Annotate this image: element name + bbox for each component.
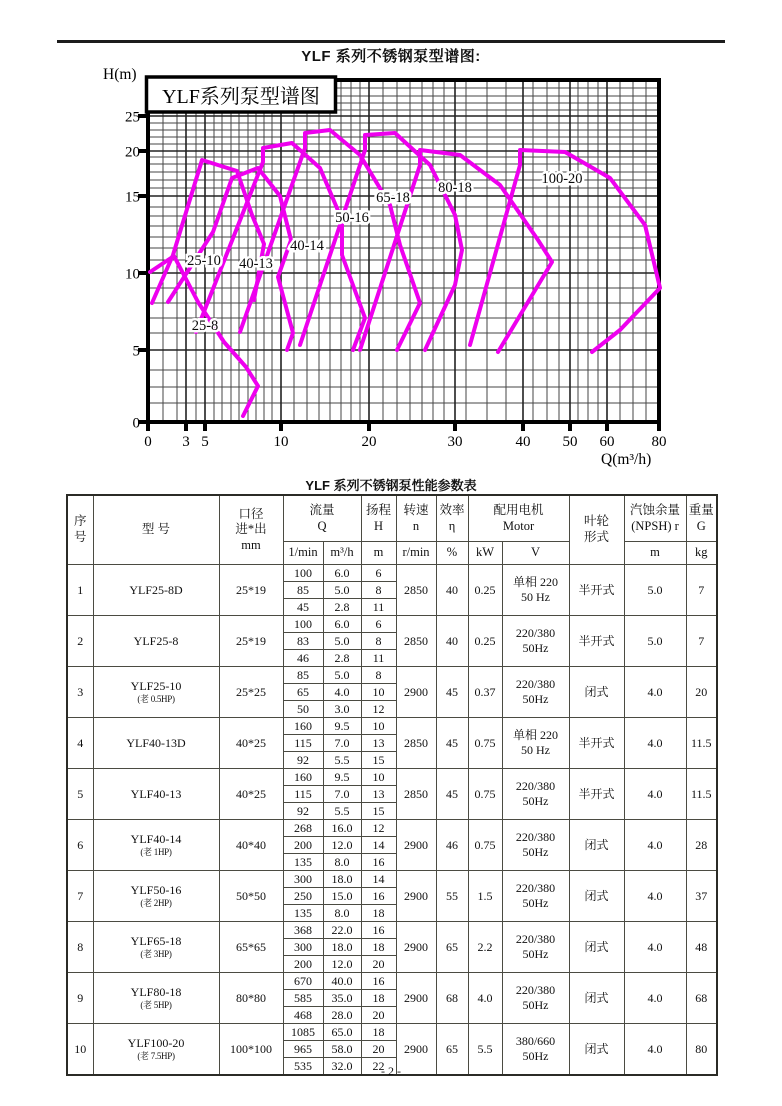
cell-flow-lmin: 300 xyxy=(283,871,323,888)
cell-flow-lmin: 65 xyxy=(283,684,323,701)
cell-weight: 80 xyxy=(686,1024,717,1076)
table-title: YLF 系列不锈钢泵性能参数表 xyxy=(305,478,477,493)
unit-weight: kg xyxy=(686,542,717,565)
cell-head: 20 xyxy=(361,1007,396,1024)
cell-flow-m3h: 22.0 xyxy=(323,922,361,939)
cell-flow-m3h: 9.5 xyxy=(323,769,361,786)
cell-flow-m3h: 16.0 xyxy=(323,820,361,837)
cell-model: YLF25-8D xyxy=(93,565,219,616)
curve-label-50-16: 50-16 xyxy=(335,210,369,226)
cell-model: YLF25-8 xyxy=(93,616,219,667)
cell-bore: 65*65 xyxy=(219,922,283,973)
cell-flow-m3h: 12.0 xyxy=(323,956,361,973)
cell-bore: 25*25 xyxy=(219,667,283,718)
cell-flow-lmin: 965 xyxy=(283,1041,323,1058)
x-tick-label: 80 xyxy=(651,434,667,450)
cell-head: 16 xyxy=(361,888,396,905)
cell-impeller: 半开式 xyxy=(569,769,624,820)
col-header-model: 型 号 xyxy=(93,495,219,565)
cell-flow-lmin: 92 xyxy=(283,752,323,769)
cell-volt: 220/380 50Hz xyxy=(502,820,569,871)
cell-eff: 65 xyxy=(436,922,468,973)
cell-flow-m3h: 35.0 xyxy=(323,990,361,1007)
cell-speed: 2850 xyxy=(396,718,436,769)
cell-model: YLF80-18 (老 5HP) xyxy=(93,973,219,1024)
cell-head: 13 xyxy=(361,735,396,752)
cell-flow-m3h: 65.0 xyxy=(323,1024,361,1041)
unit-motor-kw: kW xyxy=(468,542,502,565)
curve-label-80-18: 80-18 xyxy=(438,180,472,196)
cell-flow-lmin: 45 xyxy=(283,599,323,616)
table-row xyxy=(67,718,717,735)
cell-volt: 380/660 50Hz xyxy=(502,1024,569,1076)
col-header-motor: 配用电机 Motor xyxy=(468,495,569,542)
cell-flow-m3h: 8.0 xyxy=(323,854,361,871)
cell-no: 4 xyxy=(67,718,93,769)
cell-model: YLF100-20 (老 7.5HP) xyxy=(93,1024,219,1076)
chart-legend-box xyxy=(147,77,336,112)
x-tick-label: 0 xyxy=(144,434,152,450)
cell-head: 15 xyxy=(361,752,396,769)
cell-flow-m3h: 32.0 xyxy=(323,1058,361,1076)
col-header-head: 扬程 H xyxy=(361,495,396,542)
cell-no: 9 xyxy=(67,973,93,1024)
cell-flow-m3h: 28.0 xyxy=(323,1007,361,1024)
cell-volt: 220/380 50Hz xyxy=(502,922,569,973)
y-tick-label: 15 xyxy=(125,189,140,206)
cell-head: 14 xyxy=(361,871,396,888)
table-row xyxy=(67,616,717,633)
cell-weight: 11.5 xyxy=(686,769,717,820)
cell-head: 8 xyxy=(361,667,396,684)
cell-model: YLF50-16 (老 2HP) xyxy=(93,871,219,922)
x-tick-label: 3 xyxy=(182,434,190,450)
cell-bore: 25*19 xyxy=(219,616,283,667)
cell-eff: 45 xyxy=(436,769,468,820)
cell-npsh: 4.0 xyxy=(624,769,686,820)
cell-no: 6 xyxy=(67,820,93,871)
unit-npsh: m xyxy=(624,542,686,565)
cell-no: 5 xyxy=(67,769,93,820)
cell-weight: 7 xyxy=(686,565,717,616)
cell-volt: 220/380 50Hz xyxy=(502,667,569,718)
table-row xyxy=(67,769,717,786)
x-tick-label: 10 xyxy=(273,434,289,450)
cell-flow-m3h: 40.0 xyxy=(323,973,361,990)
cell-volt: 单相 220 50 Hz xyxy=(502,565,569,616)
cell-speed: 2900 xyxy=(396,973,436,1024)
cell-impeller: 闭式 xyxy=(569,820,624,871)
unit-speed: r/min xyxy=(396,542,436,565)
cell-npsh: 4.0 xyxy=(624,667,686,718)
cell-volt: 220/380 50Hz xyxy=(502,871,569,922)
table-row xyxy=(67,871,717,888)
cell-flow-lmin: 670 xyxy=(283,973,323,990)
cell-weight: 20 xyxy=(686,667,717,718)
cell-npsh: 4.0 xyxy=(624,973,686,1024)
cell-flow-m3h: 6.0 xyxy=(323,616,361,633)
cell-weight: 48 xyxy=(686,922,717,973)
cell-head: 6 xyxy=(361,616,396,633)
cell-flow-lmin: 250 xyxy=(283,888,323,905)
cell-impeller: 闭式 xyxy=(569,922,624,973)
cell-head: 15 xyxy=(361,803,396,820)
curve-label-25-10: 25-10 xyxy=(187,253,221,269)
cell-eff: 46 xyxy=(436,820,468,871)
cell-flow-m3h: 3.0 xyxy=(323,701,361,718)
cell-kw: 5.5 xyxy=(468,1024,502,1076)
cell-impeller: 半开式 xyxy=(569,616,624,667)
cell-bore: 80*80 xyxy=(219,973,283,1024)
cell-eff: 65 xyxy=(436,1024,468,1076)
cell-flow-m3h: 7.0 xyxy=(323,735,361,752)
cell-kw: 0.75 xyxy=(468,820,502,871)
cell-no: 8 xyxy=(67,922,93,973)
cell-flow-m3h: 5.5 xyxy=(323,803,361,820)
cell-kw: 4.0 xyxy=(468,973,502,1024)
col-header-eff: 效率 η xyxy=(436,495,468,542)
col-header-weight: 重量 G xyxy=(686,495,717,542)
cell-npsh: 4.0 xyxy=(624,871,686,922)
cell-volt: 220/380 50Hz xyxy=(502,616,569,667)
cell-bore: 40*40 xyxy=(219,820,283,871)
cell-head: 16 xyxy=(361,973,396,990)
cell-kw: 1.5 xyxy=(468,871,502,922)
cell-head: 12 xyxy=(361,701,396,718)
y-tick-label: 20 xyxy=(125,144,140,161)
cell-speed: 2900 xyxy=(396,667,436,718)
x-tick-label: 60 xyxy=(599,434,615,450)
cell-bore: 100*100 xyxy=(219,1024,283,1076)
cell-speed: 2850 xyxy=(396,616,436,667)
pump-region-curve-25-8 xyxy=(150,256,258,416)
cell-head: 18 xyxy=(361,990,396,1007)
cell-speed: 2900 xyxy=(396,871,436,922)
cell-model: YLF25-10 (老 0.5HP) xyxy=(93,667,219,718)
cell-flow-m3h: 5.0 xyxy=(323,667,361,684)
cell-flow-m3h: 8.0 xyxy=(323,905,361,922)
cell-head: 10 xyxy=(361,718,396,735)
cell-no: 2 xyxy=(67,616,93,667)
cell-head: 10 xyxy=(361,684,396,701)
page-title: YLF 系列不锈钢泵型谱图: xyxy=(301,48,481,65)
cell-flow-lmin: 135 xyxy=(283,854,323,871)
cell-npsh: 4.0 xyxy=(624,718,686,769)
cell-flow-lmin: 92 xyxy=(283,803,323,820)
unit-head: m xyxy=(361,542,396,565)
table-row xyxy=(67,973,717,990)
table-row xyxy=(67,1024,717,1041)
cell-flow-lmin: 115 xyxy=(283,735,323,752)
cell-flow-lmin: 468 xyxy=(283,1007,323,1024)
cell-head: 18 xyxy=(361,905,396,922)
cell-head: 6 xyxy=(361,565,396,582)
cell-flow-m3h: 12.0 xyxy=(323,837,361,854)
cell-volt: 单相 220 50 Hz xyxy=(502,718,569,769)
cell-eff: 45 xyxy=(436,718,468,769)
cell-head: 16 xyxy=(361,854,396,871)
cell-head: 8 xyxy=(361,633,396,650)
cell-flow-m3h: 5.0 xyxy=(323,633,361,650)
cell-flow-lmin: 100 xyxy=(283,565,323,582)
cell-speed: 2900 xyxy=(396,820,436,871)
cell-impeller: 半开式 xyxy=(569,718,624,769)
cell-bore: 40*25 xyxy=(219,769,283,820)
cell-flow-lmin: 83 xyxy=(283,633,323,650)
cell-flow-lmin: 46 xyxy=(283,650,323,667)
cell-flow-lmin: 585 xyxy=(283,990,323,1007)
cell-speed: 2900 xyxy=(396,922,436,973)
cell-eff: 40 xyxy=(436,616,468,667)
x-tick-label: 20 xyxy=(361,434,377,450)
cell-no: 7 xyxy=(67,871,93,922)
x-tick-label: 30 xyxy=(447,434,463,450)
cell-impeller: 闭式 xyxy=(569,667,624,718)
cell-weight: 11.5 xyxy=(686,718,717,769)
cell-model: YLF40-13D xyxy=(93,718,219,769)
cell-npsh: 4.0 xyxy=(624,922,686,973)
unit-motor-v: V xyxy=(502,542,569,565)
cell-head: 18 xyxy=(361,939,396,956)
cell-volt: 220/380 50Hz xyxy=(502,973,569,1024)
cell-flow-lmin: 100 xyxy=(283,616,323,633)
pump-selection-chart xyxy=(0,0,782,475)
cell-head: 16 xyxy=(361,922,396,939)
cell-npsh: 5.0 xyxy=(624,616,686,667)
cell-flow-m3h: 9.5 xyxy=(323,718,361,735)
cell-weight: 37 xyxy=(686,871,717,922)
x-axis-label: Q(m³/h) xyxy=(601,451,652,468)
cell-eff: 55 xyxy=(436,871,468,922)
chart-legend-title: YLF系列泵型谱图 xyxy=(162,86,320,108)
curve-label-40-14: 40-14 xyxy=(290,238,324,254)
cell-kw: 2.2 xyxy=(468,922,502,973)
cell-flow-lmin: 300 xyxy=(283,939,323,956)
cell-flow-lmin: 85 xyxy=(283,582,323,599)
cell-flow-lmin: 268 xyxy=(283,820,323,837)
cell-kw: 0.25 xyxy=(468,565,502,616)
cell-model: YLF65-18 (老 3HP) xyxy=(93,922,219,973)
pump-region-curve-25-10 xyxy=(152,160,264,303)
cell-speed: 2850 xyxy=(396,769,436,820)
cell-model: YLF40-14 (老 1HP) xyxy=(93,820,219,871)
cell-flow-m3h: 4.0 xyxy=(323,684,361,701)
cell-head: 18 xyxy=(361,1024,396,1041)
cell-flow-lmin: 115 xyxy=(283,786,323,803)
col-header-speed: 转速 n xyxy=(396,495,436,542)
cell-flow-lmin: 200 xyxy=(283,837,323,854)
col-header-no: 序 号 xyxy=(67,495,93,565)
y-tick-label: 10 xyxy=(125,266,140,283)
cell-flow-lmin: 50 xyxy=(283,701,323,718)
curve-label-40-13: 40-13 xyxy=(239,256,273,272)
cell-eff: 68 xyxy=(436,973,468,1024)
cell-kw: 0.25 xyxy=(468,616,502,667)
cell-head: 14 xyxy=(361,837,396,854)
col-header-flow: 流量 Q xyxy=(283,495,361,542)
cell-impeller: 闭式 xyxy=(569,1024,624,1076)
cell-flow-lmin: 535 xyxy=(283,1058,323,1076)
cell-head: 12 xyxy=(361,820,396,837)
cell-impeller: 闭式 xyxy=(569,871,624,922)
y-tick-label: 5 xyxy=(132,343,140,360)
curve-label-100-20: 100-20 xyxy=(541,171,583,187)
cell-bore: 40*25 xyxy=(219,718,283,769)
cell-flow-m3h: 58.0 xyxy=(323,1041,361,1058)
col-header-npsh: 汽蚀余量 (NPSH) r xyxy=(624,495,686,542)
cell-bore: 50*50 xyxy=(219,871,283,922)
cell-head: 10 xyxy=(361,769,396,786)
cell-eff: 45 xyxy=(436,667,468,718)
cell-speed: 2850 xyxy=(396,565,436,616)
cell-flow-lmin: 85 xyxy=(283,667,323,684)
cell-flow-m3h: 5.5 xyxy=(323,752,361,769)
cell-volt: 220/380 50Hz xyxy=(502,769,569,820)
cell-kw: 0.37 xyxy=(468,667,502,718)
cell-flow-m3h: 15.0 xyxy=(323,888,361,905)
table-row xyxy=(67,565,717,582)
cell-flow-m3h: 2.8 xyxy=(323,599,361,616)
cell-npsh: 4.0 xyxy=(624,1024,686,1076)
cell-head: 22 xyxy=(361,1058,396,1076)
cell-impeller: 闭式 xyxy=(569,973,624,1024)
cell-flow-m3h: 18.0 xyxy=(323,939,361,956)
cell-weight: 7 xyxy=(686,616,717,667)
cell-kw: 0.75 xyxy=(468,718,502,769)
table-row xyxy=(67,820,717,837)
cell-flow-lmin: 160 xyxy=(283,769,323,786)
curve-label-65-18: 65-18 xyxy=(376,190,410,206)
cell-no: 10 xyxy=(67,1024,93,1076)
cell-head: 20 xyxy=(361,956,396,973)
cell-weight: 28 xyxy=(686,820,717,871)
cell-model: YLF40-13 xyxy=(93,769,219,820)
cell-head: 11 xyxy=(361,650,396,667)
cell-npsh: 4.0 xyxy=(624,820,686,871)
cell-flow-m3h: 18.0 xyxy=(323,871,361,888)
cell-weight: 68 xyxy=(686,973,717,1024)
cell-flow-m3h: 2.8 xyxy=(323,650,361,667)
cell-flow-m3h: 5.0 xyxy=(323,582,361,599)
unit-flow-m3h: m³/h xyxy=(323,542,361,565)
cell-no: 3 xyxy=(67,667,93,718)
pump-region-curve-65-18 xyxy=(300,133,462,350)
col-header-impeller: 叶轮 形式 xyxy=(569,495,624,565)
y-tick-label: 25 xyxy=(125,109,140,126)
cell-npsh: 5.0 xyxy=(624,565,686,616)
x-tick-label: 5 xyxy=(201,434,209,450)
col-header-bore: 口径 进*出 mm xyxy=(219,495,283,565)
cell-flow-m3h: 6.0 xyxy=(323,565,361,582)
performance-table xyxy=(66,494,718,1076)
table-row xyxy=(67,667,717,684)
table-row xyxy=(67,922,717,939)
cell-speed: 2900 xyxy=(396,1024,436,1076)
cell-head: 20 xyxy=(361,1041,396,1058)
cell-flow-lmin: 160 xyxy=(283,718,323,735)
y-tick-label: 0 xyxy=(132,415,140,432)
x-tick-label: 50 xyxy=(562,434,578,450)
cell-head: 13 xyxy=(361,786,396,803)
curve-label-25-8: 25-8 xyxy=(191,318,219,334)
unit-eff: % xyxy=(436,542,468,565)
cell-flow-lmin: 200 xyxy=(283,956,323,973)
cell-flow-lmin: 135 xyxy=(283,905,323,922)
cell-kw: 0.75 xyxy=(468,769,502,820)
cell-eff: 40 xyxy=(436,565,468,616)
x-tick-label: 40 xyxy=(515,434,531,450)
unit-flow-lmin: 1/min xyxy=(283,542,323,565)
cell-head: 11 xyxy=(361,599,396,616)
cell-head: 8 xyxy=(361,582,396,599)
cell-flow-lmin: 368 xyxy=(283,922,323,939)
cell-bore: 25*19 xyxy=(219,565,283,616)
cell-flow-m3h: 7.0 xyxy=(323,786,361,803)
y-axis-label: H(m) xyxy=(103,66,137,83)
cell-impeller: 半开式 xyxy=(569,565,624,616)
cell-flow-lmin: 1085 xyxy=(283,1024,323,1041)
cell-no: 1 xyxy=(67,565,93,616)
page-number: - 2 - xyxy=(381,1064,401,1078)
